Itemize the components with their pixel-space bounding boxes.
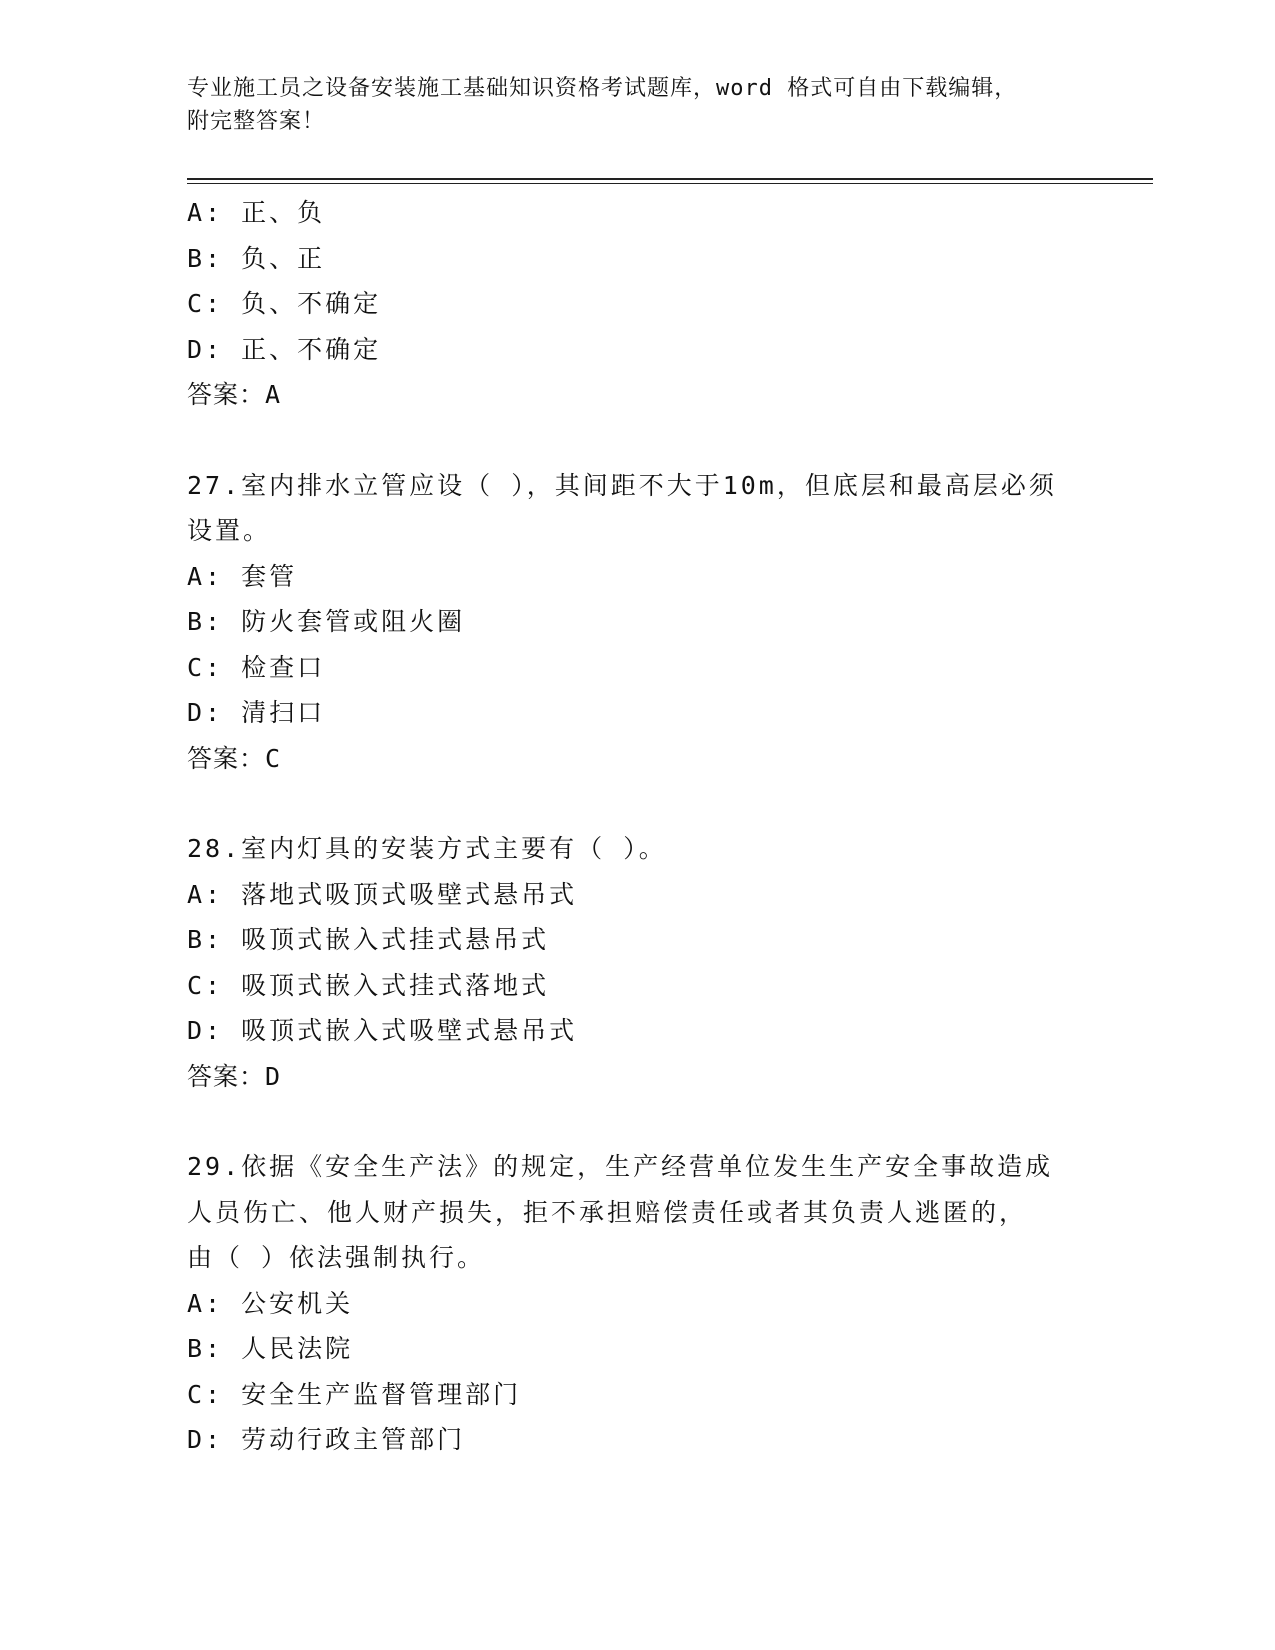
question-29 — [187, 1144, 1087, 1463]
header-line-2: 附完整答案！ — [187, 109, 326, 134]
option-b: B: 负、正 — [187, 243, 326, 273]
spacer — [187, 781, 1087, 826]
question-text-line-1: 28.室内灯具的安装方式主要有（ ）。 — [187, 834, 667, 863]
answer: 答案：D — [187, 1061, 282, 1091]
answer: 答案：A — [187, 380, 282, 409]
question-text-line-3: 由（ ）依法强制执行。 — [187, 1243, 486, 1272]
spacer — [187, 1099, 1087, 1144]
spacer — [187, 418, 1087, 463]
option-c: C: 安全生产监督管理部门 — [187, 1379, 522, 1409]
option-b: B: 人民法院 — [187, 1334, 354, 1363]
document-header — [187, 72, 1087, 138]
header-line-1: 专业施工员之设备安装施工基础知识资格考试题库，word 格式可自由下载编辑， — [187, 76, 1018, 101]
option-a: A: 落地式吸顶式吸壁式悬吊式 — [187, 879, 578, 909]
question-text-line-2: 设置。 — [187, 516, 272, 545]
option-d: D: 清扫口 — [187, 698, 326, 727]
option-a: A: 正、负 — [187, 198, 326, 227]
answer: 答案：C — [187, 743, 282, 773]
option-d: D: 正、不确定 — [187, 334, 382, 364]
option-b: B: 防火套管或阻火圈 — [187, 607, 466, 636]
option-d: D: 劳动行政主管部门 — [187, 1425, 466, 1454]
option-c: C: 吸顶式嵌入式挂式落地式 — [187, 970, 550, 1000]
option-b: B: 吸顶式嵌入式挂式悬吊式 — [187, 925, 550, 954]
question-27 — [187, 463, 1087, 782]
option-d: D: 吸顶式嵌入式吸壁式悬吊式 — [187, 1016, 578, 1045]
question-26 — [187, 190, 1087, 418]
option-c: C: 检查口 — [187, 652, 326, 682]
question-text-line-1: 29.依据《安全生产法》的规定，生产经营单位发生生产安全事故造成 — [187, 1152, 1054, 1181]
option-c: C: 负、不确定 — [187, 289, 382, 318]
option-a: A: 套管 — [187, 561, 298, 591]
question-28 — [187, 826, 1087, 1099]
option-a: A: 公安机关 — [187, 1288, 354, 1318]
header-divider-thin — [187, 183, 1153, 184]
question-text-line-2: 人员伤亡、他人财产损失，拒不承担赔偿责任或者其负责人逃匿的， — [187, 1197, 1028, 1227]
question-list — [187, 190, 1087, 1463]
header-divider-thick — [187, 178, 1153, 180]
question-text-line-1: 27.室内排水立管应设（ ），其间距不大于10m，但底层和最高层必须 — [187, 470, 1057, 500]
